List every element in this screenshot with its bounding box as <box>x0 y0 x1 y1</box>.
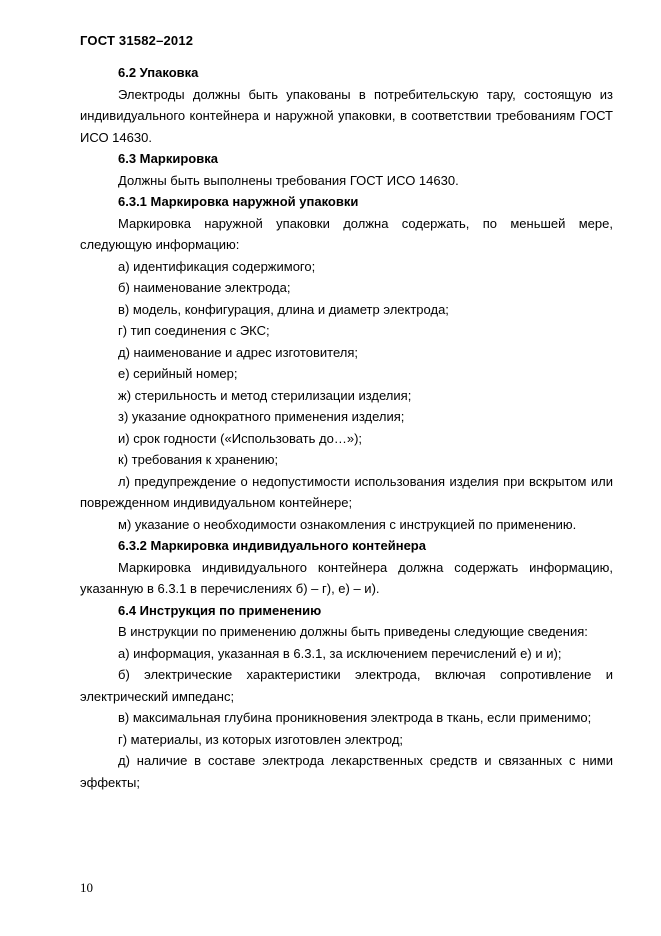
list-item: з) указание однократного применения изделия; <box>118 409 405 424</box>
list-item: в) максимальная глубина проникновения электрода в ткань, если применимо; <box>118 710 592 725</box>
document-body <box>80 62 613 793</box>
list-item: и) срок годности («Использовать до…»); <box>118 430 363 446</box>
list-item: к) требования к хранению; <box>118 452 279 467</box>
list-item: д) наличие в составе электрода лекарственных средств и связанных с ними эффекты; <box>80 753 613 790</box>
list-item: а) идентификация содержимого; <box>118 258 316 274</box>
section-intro-6-3-1: Маркировка наружной упаковки должна содержать, по меньшей мере, следующую информацию: <box>80 215 613 252</box>
section-heading-6-3: 6.3 Маркировка <box>118 151 218 166</box>
list-item: в) модель, конфигурация, длина и диаметр электрода; <box>118 301 449 317</box>
section-heading-6-3-1: 6.3.1 Маркировка наружной упаковки <box>118 194 359 209</box>
list-item: б) электрические характеристики электрода, включая сопротивление и электрический импеданс; <box>80 667 613 704</box>
section-heading-6-3-2: 6.3.2 Маркировка индивидуального контейнера <box>118 538 426 553</box>
list-item: л) предупреждение о недопустимости использования изделия при вскрытом или поврежденном индивидуальном контейнере; <box>80 473 613 510</box>
list-item: д) наименование и адрес изготовителя; <box>118 344 358 360</box>
list-item: г) тип соединения с ЭКС; <box>118 323 270 338</box>
page-number: 10 <box>80 880 93 895</box>
list-item: а) информация, указанная в 6.3.1, за исключением перечислений е) и и); <box>118 645 562 661</box>
document-code-header: ГОСТ 31582–2012 <box>80 33 194 48</box>
section-heading-6-2: 6.2 Упаковка <box>118 65 199 80</box>
section-text-6-2: Электроды должны быть упакованы в потребительскую тару, состоящую из индивидуального контейнера и наружной упаковки, в соответствии требованиям ГОСТ ИСО 14630. <box>80 86 613 145</box>
section-heading-6-4: 6.4 Инструкция по применению <box>118 602 322 618</box>
list-item: м) указание о необходимости ознакомления с инструкцией по применению. <box>118 516 577 532</box>
list-item: б) наименование электрода; <box>118 280 291 295</box>
list-item: е) серийный номер; <box>118 366 238 381</box>
section-text-6-3-2: Маркировка индивидуального контейнера должна содержать информацию, указанную в 6.3.1 в перечислениях б) – г), е) – и). <box>80 559 613 596</box>
section-text-6-3: Должны быть выполнены требования ГОСТ ИСО 14630. <box>118 172 459 188</box>
list-item: ж) стерильность и метод стерилизации изделия; <box>118 387 412 403</box>
section-intro-6-4: В инструкции по применению должны быть приведены следующие сведения: <box>118 624 588 639</box>
list-item: г) материалы, из которых изготовлен электрод; <box>118 731 404 747</box>
